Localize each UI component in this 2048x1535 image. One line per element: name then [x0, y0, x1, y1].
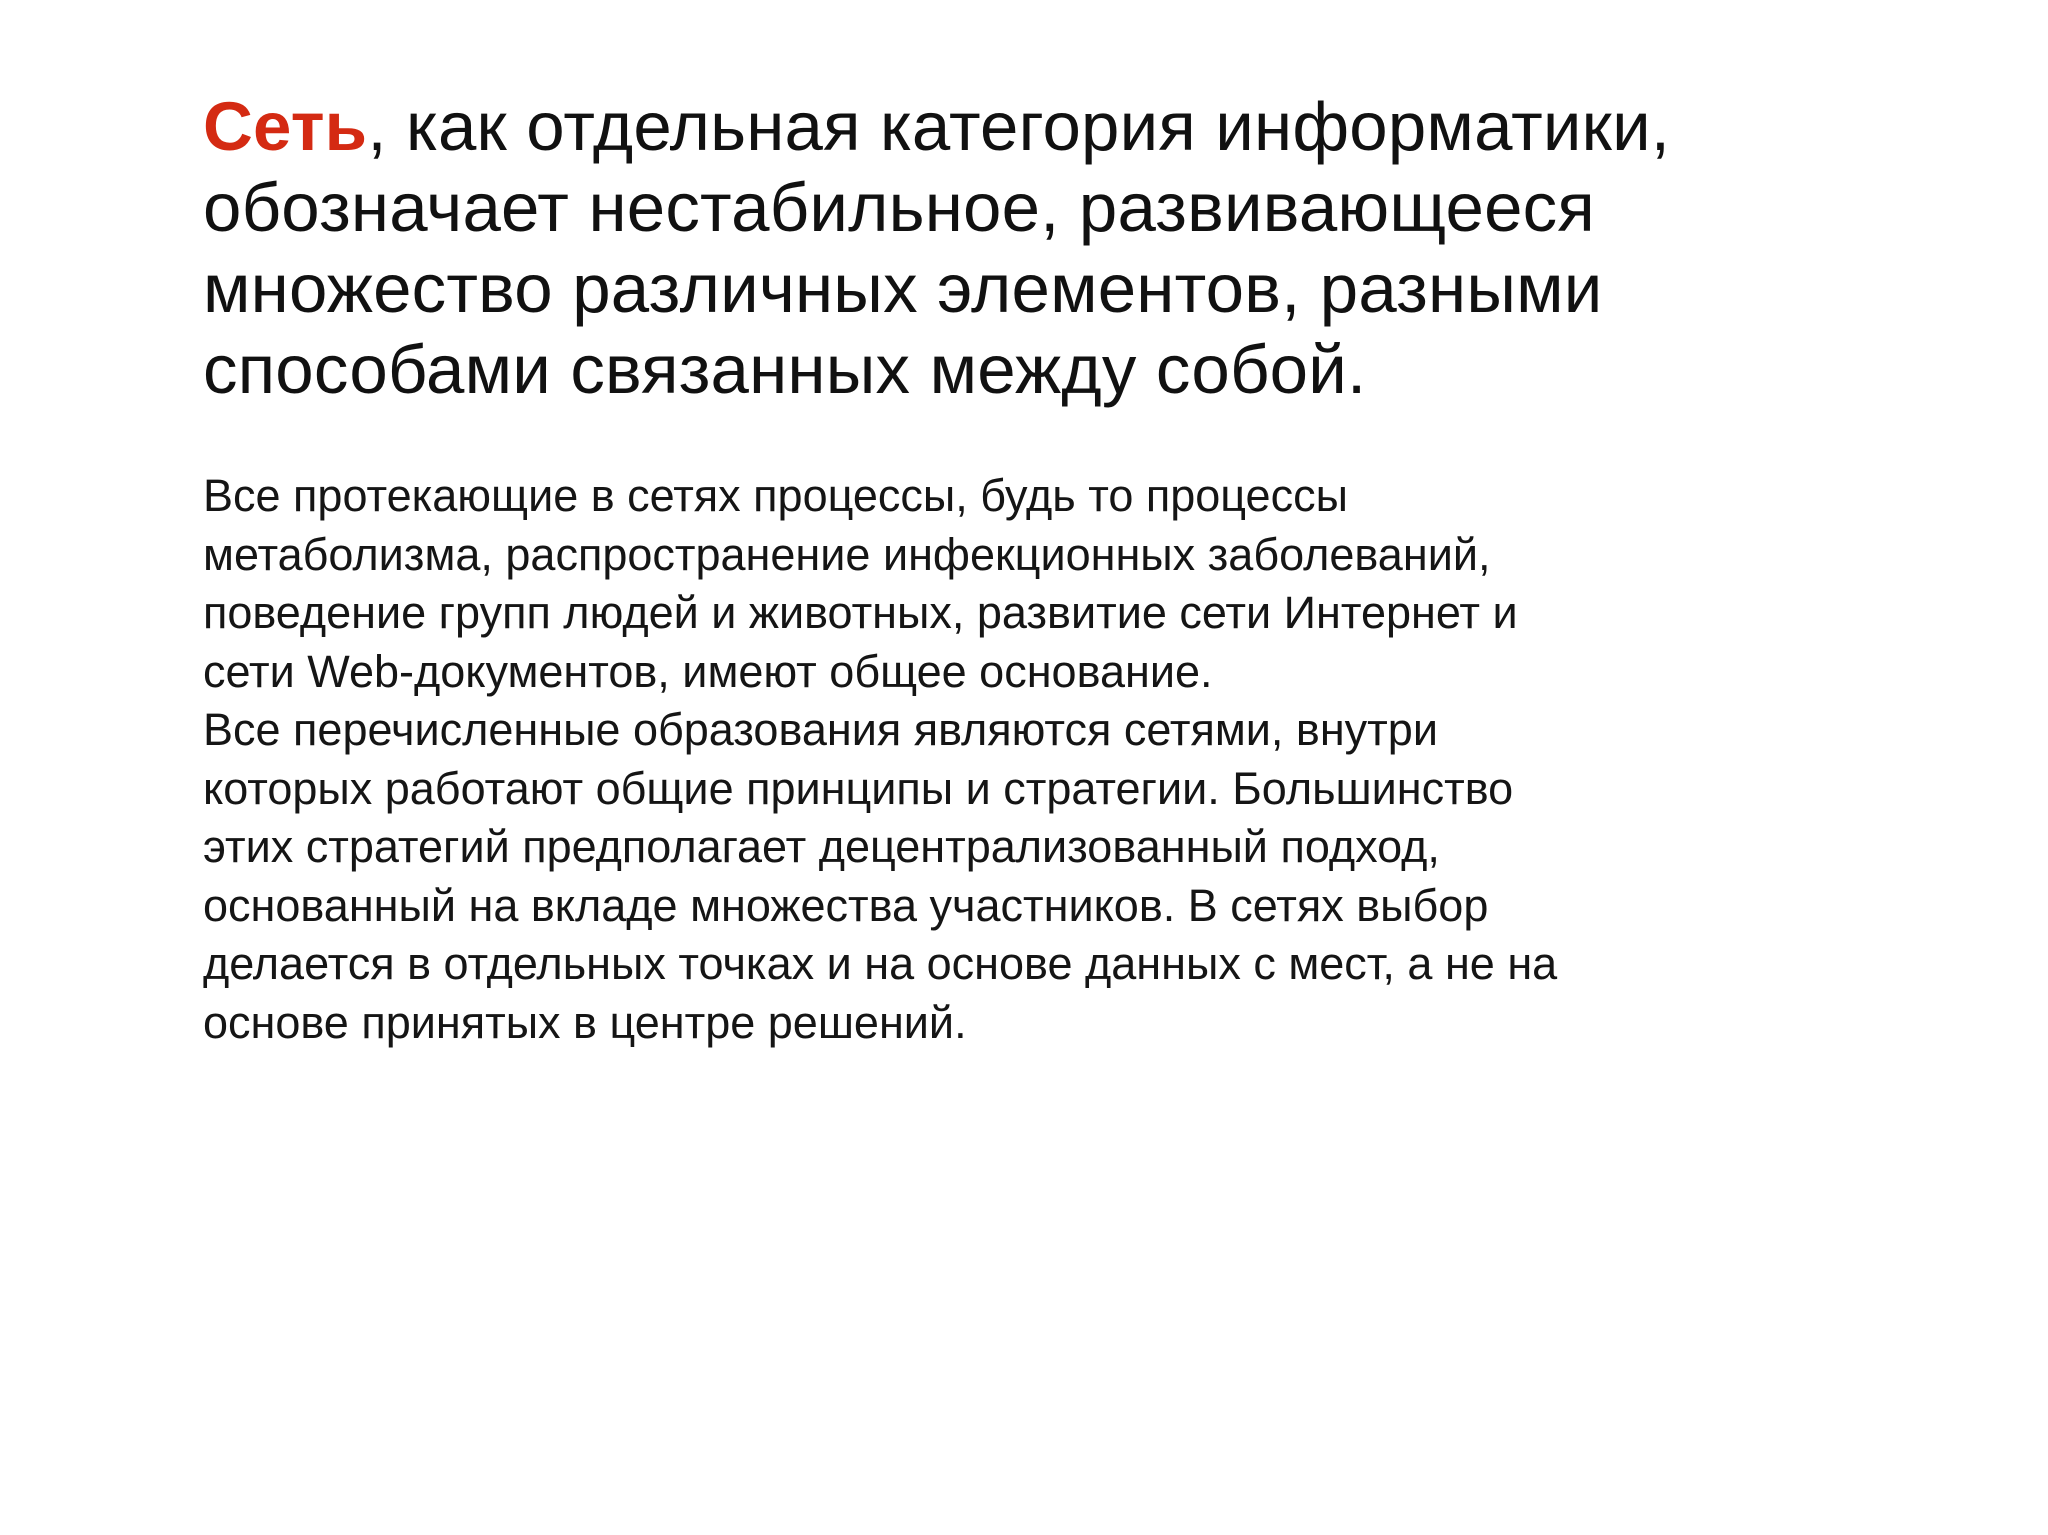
body-line: Все перечисленные образования являются сетями, внутри — [203, 704, 1438, 755]
body-line: этих стратегий предполагает децентрализованный подход, — [203, 821, 1440, 872]
heading-line-1-rest: , как отдельная категория информатики, — [367, 88, 1671, 165]
heading-line-1 — [203, 86, 1903, 167]
heading-line-4: способами связанных между собой. — [203, 331, 1367, 408]
heading-line-2: обозначает нестабильное, развивающееся — [203, 169, 1595, 246]
body-line: поведение групп людей и животных, развитие сети Интернет и — [203, 587, 1518, 638]
body-line: основанный на вкладе множества участников. В сетях выбор — [203, 879, 1489, 931]
body-line: сети Web-документов, имеют общее основание. — [203, 645, 1213, 697]
slide-body-text — [203, 467, 1903, 1052]
body-line: метаболизма, распространение инфекционных заболеваний, — [203, 528, 1491, 580]
heading-accent-word: Сеть — [203, 88, 368, 165]
body-line: делается в отдельных точках и на основе данных с мест, а не на — [203, 938, 1558, 989]
body-line: которых работают общие принципы и стратегии. Большинство — [203, 762, 1514, 814]
body-line: основе принятых в центре решений. — [203, 996, 967, 1048]
body-line: Все протекающие в сетях процессы, будь то процессы — [203, 470, 1348, 521]
heading-line-3: множество различных элементов, разными — [203, 250, 1603, 327]
slide-heading — [203, 86, 1903, 410]
